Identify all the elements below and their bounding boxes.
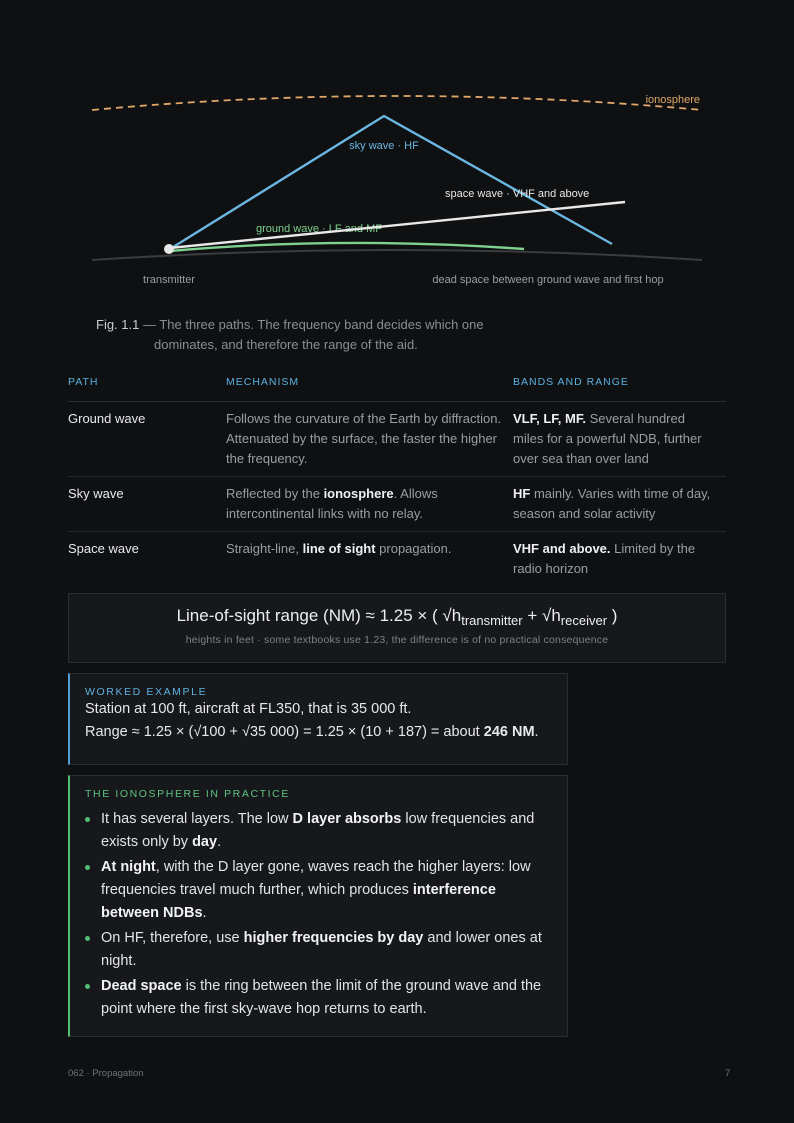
worked-text: Range ≈ 1.25 × (√100 + √35 000) = 1.25 × (10 + 187) = about <box>85 724 484 740</box>
formula-mid: + √h <box>522 606 561 625</box>
ionosphere-practice-box <box>68 775 568 1037</box>
caption-line-2: dominates, and therefore the range of the aid. <box>154 337 418 352</box>
worked-example-box <box>68 673 568 765</box>
column-header-bands: BANDS AND RANGE <box>513 365 726 402</box>
bullet-text: . <box>217 834 222 850</box>
bullet-text: is the ring between the limit of the ground wave and the point where the first sky-wave hop returns to earth. <box>101 978 542 1017</box>
path-bands <box>513 402 726 477</box>
caption-line-1: The three paths. The frequency band decides which one <box>159 317 484 332</box>
list-item <box>101 808 553 854</box>
mechanism-text: propagation. <box>375 541 452 556</box>
bullet-text: and lower ones at night. <box>101 930 542 969</box>
path-name: Sky wave <box>68 477 226 532</box>
worked-text: . <box>534 724 539 740</box>
list-item <box>101 927 553 973</box>
mechanism-text: Straight-line, <box>226 541 303 556</box>
table-row <box>68 402 726 477</box>
bullet-bold: Dead space <box>101 978 182 994</box>
formula-lhs: Line-of-sight range (NM) ≈ 1.25 × ( √h <box>176 606 462 625</box>
line-of-sight-formula <box>68 593 726 663</box>
space-wave-path <box>170 202 625 248</box>
mechanism-bold: ionosphere <box>323 486 394 501</box>
ionosphere-arc <box>92 96 702 110</box>
worked-example-kicker: WORKED EXAMPLE <box>85 686 208 698</box>
path-mechanism <box>226 532 513 587</box>
propagation-diagram <box>0 0 794 300</box>
figure-caption <box>96 315 516 355</box>
ionosphere-practice-kicker: THE IONOSPHERE IN PRACTICE <box>85 788 290 800</box>
space-wave-label: space wave · VHF and above <box>445 188 590 200</box>
bands-bold: VHF and above. <box>513 541 611 556</box>
formula-subscript-transmitter: transmitter <box>461 613 523 628</box>
formula-end: ) <box>607 606 618 625</box>
bullet-bold: day <box>192 834 218 850</box>
ground-wave-label: ground wave · LF and MF <box>256 223 382 235</box>
table-header-row <box>68 365 726 402</box>
formula-note: heights in feet · some textbooks use 1.23, the difference is of no practical consequence <box>185 634 609 646</box>
transmitter-label: transmitter <box>143 274 195 286</box>
dead-space-label: dead space between ground wave and first hop <box>432 274 664 286</box>
path-bands <box>513 477 726 532</box>
path-name: Space wave <box>68 541 139 556</box>
bands-text: Limited by the radio horizon <box>513 541 696 576</box>
propagation-table <box>68 365 726 586</box>
bullet-bold: D layer absorbs <box>292 811 402 827</box>
bands-bold: VLF, LF, MF. <box>513 411 586 426</box>
bullet-text: , with the D layer gone, waves reach the higher layers: low frequencies travel much further, which produces <box>101 859 531 898</box>
caption-dash: — <box>139 317 160 332</box>
ionosphere-bullet-list <box>70 808 567 1021</box>
page-number: 7 <box>725 1068 731 1079</box>
sky-wave-label: sky wave · HF <box>349 140 419 152</box>
bands-bold: HF <box>513 486 531 501</box>
formula-subscript-receiver: receiver <box>560 613 608 628</box>
bullet-text: It has several layers. The low <box>101 811 293 827</box>
worked-example-line-1: Station at 100 ft, aircraft at FL350, that is 35 000 ft. <box>85 701 412 717</box>
table-row <box>68 532 726 587</box>
list-item <box>101 856 553 925</box>
column-header-path: PATH <box>68 365 226 402</box>
table-row <box>68 477 726 532</box>
ionosphere-label: ionosphere <box>645 94 700 106</box>
mechanism-text: Reflected by the <box>226 486 324 501</box>
path-name: Ground wave <box>68 402 226 477</box>
mechanism-bold: line of sight <box>302 541 376 556</box>
bullet-bold: interference between NDBs <box>101 882 496 921</box>
bands-text: mainly. Varies with time of day, season and solar activity <box>513 486 711 521</box>
column-header-mechanism: MECHANISM <box>226 365 513 402</box>
bullet-bold: At night <box>101 859 156 875</box>
bullet-dot-icon <box>85 865 90 870</box>
bands-text: Several hundred miles for a powerful NDB, further over sea than over land <box>513 411 702 466</box>
caption-fig-number: Fig. 1.1 <box>96 317 140 332</box>
bullet-text: low frequencies and exists only by <box>101 811 535 850</box>
bullet-dot-icon <box>85 936 90 941</box>
earth-surface <box>92 250 702 260</box>
path-mechanism: Follows the curvature of the Earth by diffraction. Attenuated by the surface, the faster the higher the frequency. <box>226 402 513 477</box>
bullet-dot-icon <box>85 817 90 822</box>
bullet-text: On HF, therefore, use <box>101 930 244 946</box>
bullet-dot-icon <box>85 984 90 989</box>
mechanism-text: . Allows intercontinental links with no relay. <box>226 486 438 521</box>
path-bands <box>513 532 726 587</box>
formula-equation <box>69 606 725 628</box>
path-mechanism <box>226 477 513 532</box>
footer-section: 062 · Propagation <box>68 1068 144 1079</box>
worked-result: 246 NM <box>483 724 535 740</box>
worked-example-line-2 <box>85 721 567 744</box>
list-item <box>101 975 553 1021</box>
sky-wave-path <box>170 116 612 249</box>
bullet-bold: higher frequencies by day <box>243 930 424 946</box>
bullet-text: . <box>202 905 207 921</box>
transmitter-dot <box>164 244 174 254</box>
